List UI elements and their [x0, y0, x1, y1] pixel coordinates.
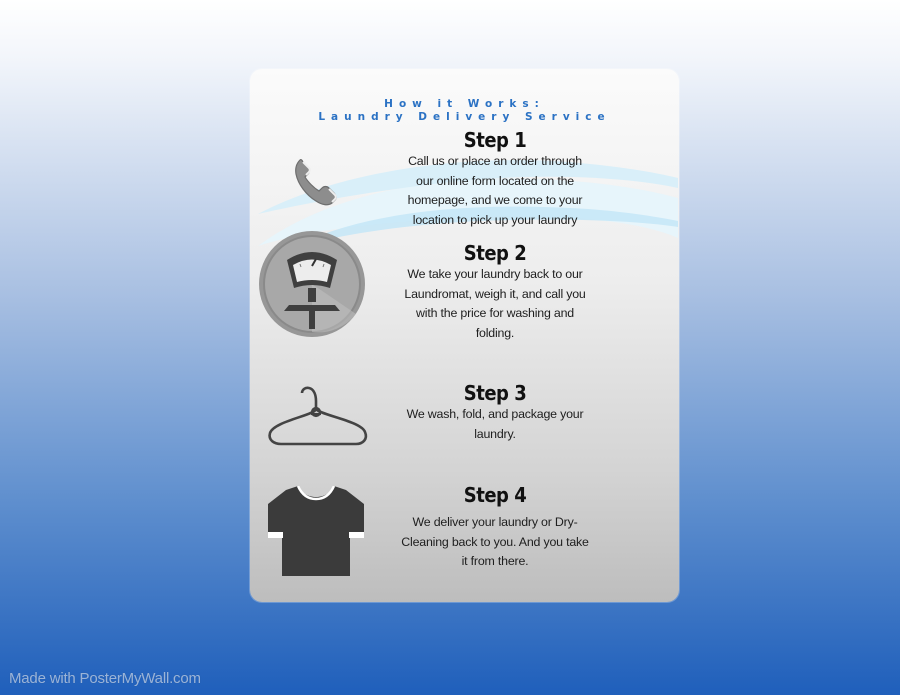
step-2 [400, 241, 590, 343]
step-4-title: Step 4 [463, 483, 527, 507]
step-3-title: Step 3 [463, 381, 527, 405]
info-card [250, 69, 679, 602]
step-1 [400, 128, 590, 230]
scale-icon [258, 230, 366, 338]
title-line-2: Laundry Delivery Service [318, 111, 611, 123]
hanger-icon [266, 381, 370, 449]
tshirt-icon [268, 486, 364, 576]
made-with-credit: Made with PosterMyWall.com [9, 670, 201, 687]
step-4-text: We deliver your laundry or Dry-Cleaning back to you. And you take it from there. [401, 515, 589, 568]
step-3 [400, 381, 590, 444]
step-3-text: We wash, fold, and package your laundry. [406, 407, 584, 441]
step-2-text: We take your laundry back to our Laundromat, weigh it, and call you with the price for washing and folding. [404, 267, 586, 340]
step-1-text: Call us or place an order through our online form located on the homepage, and we come to your location to pick up your laundry [407, 154, 583, 227]
step-4 [400, 483, 590, 572]
step-2-title: Step 2 [463, 241, 527, 265]
phone-icon [288, 151, 350, 213]
title-line-1: How it Works: [384, 98, 545, 110]
poster-title [250, 98, 679, 124]
step-1-title: Step 1 [463, 128, 527, 152]
